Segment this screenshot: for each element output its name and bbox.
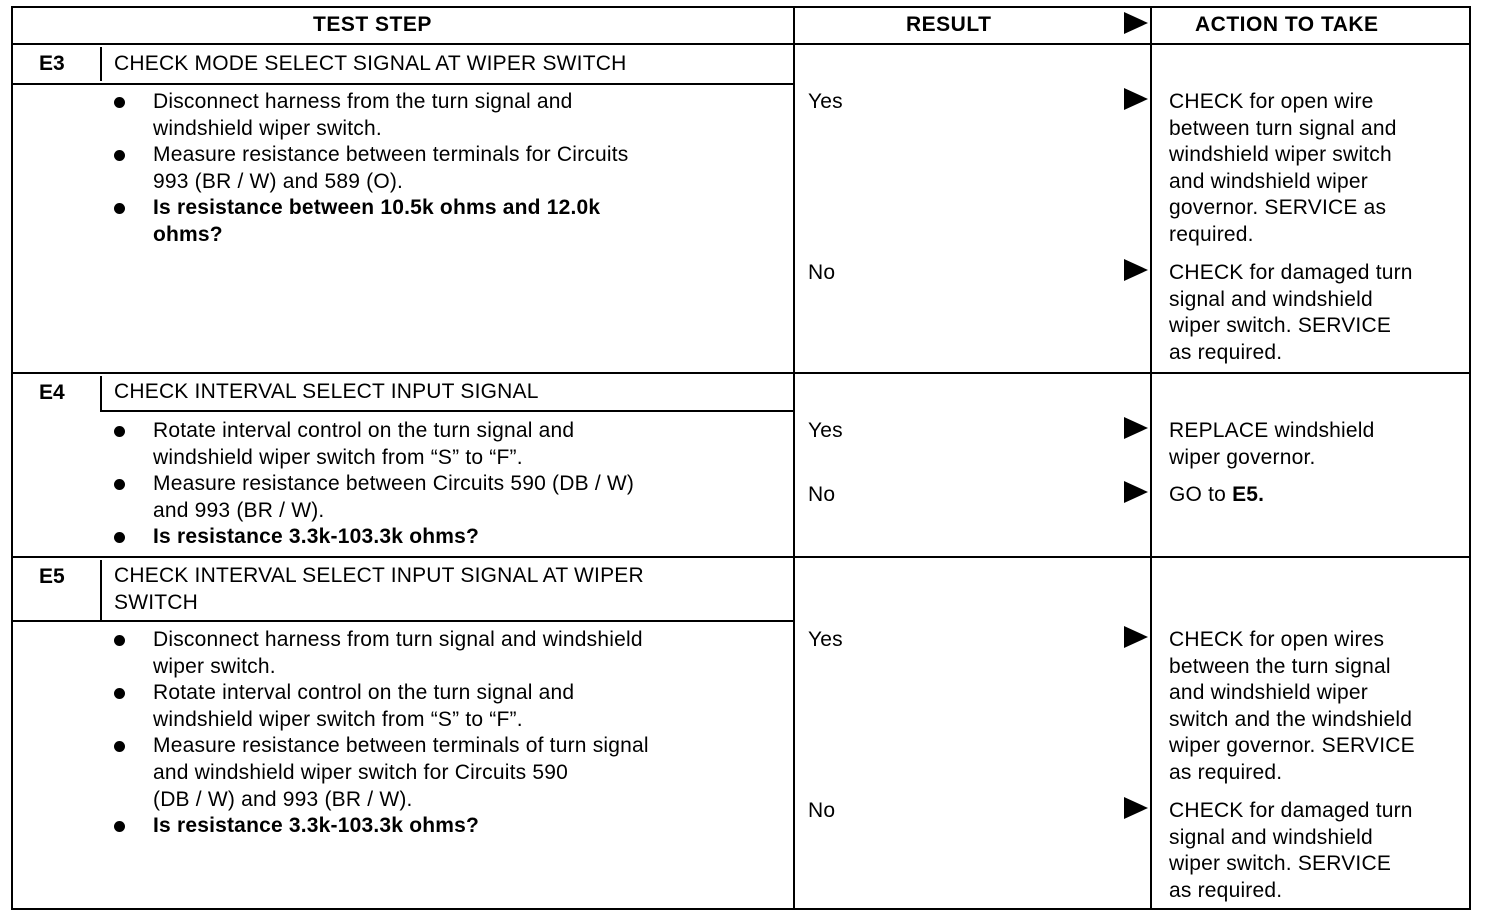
action-text: CHECK for open wire bbox=[1169, 90, 1374, 113]
step-bullet-text: 993 (BR / W) and 589 (O). bbox=[153, 169, 404, 193]
bullet-icon bbox=[114, 426, 125, 437]
result-arrow-icon bbox=[1124, 417, 1148, 439]
header-action: ACTION TO TAKE bbox=[1195, 13, 1379, 36]
result-arrow-icon bbox=[1124, 259, 1148, 281]
result-arrow-icon bbox=[1124, 88, 1148, 110]
action-text: as required. bbox=[1169, 761, 1283, 784]
step-id: E5 bbox=[39, 565, 65, 588]
action-text: switch and the windshield bbox=[1169, 707, 1413, 731]
step-bullet-text: Measure resistance between terminals of turn signal bbox=[153, 734, 649, 758]
bullet-icon bbox=[114, 688, 125, 699]
step-id: E4 bbox=[39, 381, 65, 404]
action-text: REPLACE windshield bbox=[1169, 419, 1375, 442]
column-divider-result-action bbox=[1150, 6, 1152, 910]
step-bullet-text: windshield wiper switch from “S” to “F”. bbox=[153, 445, 523, 469]
step-bullet-text: Measure resistance between terminals for Circuits bbox=[153, 143, 629, 167]
step-title: CHECK MODE SELECT SIGNAL AT WIPER SWITCH bbox=[114, 52, 627, 75]
result-no: No bbox=[808, 483, 836, 506]
action-text: wiper switch. SERVICE bbox=[1169, 852, 1392, 876]
action-text: and windshield wiper bbox=[1169, 681, 1368, 705]
step-question-text: Is resistance 3.3k-103.3k ohms? bbox=[153, 525, 480, 549]
e4-title-underline bbox=[100, 410, 793, 412]
step-divider-e4-e5 bbox=[11, 556, 1471, 558]
bullet-icon bbox=[114, 150, 125, 161]
bullet-icon bbox=[114, 635, 125, 646]
step-bullet-text: Disconnect harness from turn signal and windshield bbox=[153, 628, 643, 651]
step-divider-e3-e4 bbox=[11, 372, 1471, 374]
action-text bbox=[1169, 482, 1264, 509]
result-yes: Yes bbox=[808, 90, 843, 113]
action-text: wiper governor. bbox=[1169, 445, 1316, 469]
action-text: CHECK for damaged turn bbox=[1169, 261, 1413, 284]
bullet-icon bbox=[114, 821, 125, 832]
e3-title-underline bbox=[11, 83, 793, 85]
step-bullet-text: Measure resistance between Circuits 590 (DB / W) bbox=[153, 472, 635, 496]
step-bullet-text: Rotate interval control on the turn signal and bbox=[153, 419, 575, 442]
action-text: between the turn signal bbox=[1169, 654, 1391, 678]
result-arrow-icon bbox=[1124, 481, 1148, 503]
result-arrow-icon bbox=[1124, 626, 1148, 648]
step-bullet-text: (DB / W) and 993 (BR / W). bbox=[153, 787, 413, 811]
action-text: CHECK for open wires bbox=[1169, 628, 1385, 651]
action-text: governor. SERVICE as bbox=[1169, 196, 1387, 220]
result-no: No bbox=[808, 261, 836, 284]
header-arrow-icon bbox=[1124, 12, 1148, 34]
bullet-icon bbox=[114, 532, 125, 543]
result-yes: Yes bbox=[808, 419, 843, 442]
step-bullet-text: windshield wiper switch. bbox=[153, 116, 382, 140]
header-result: RESULT bbox=[906, 13, 992, 36]
e3-id-divider bbox=[100, 47, 102, 81]
step-bullet-text: Disconnect harness from the turn signal and bbox=[153, 90, 573, 113]
action-text: as required. bbox=[1169, 340, 1283, 364]
result-yes: Yes bbox=[808, 628, 843, 651]
action-text: signal and windshield bbox=[1169, 825, 1373, 849]
step-question-text: Is resistance between 10.5k ohms and 12.0k bbox=[153, 196, 601, 220]
action-text: CHECK for damaged turn bbox=[1169, 799, 1413, 822]
step-title: CHECK INTERVAL SELECT INPUT SIGNAL AT WIPER bbox=[114, 564, 644, 587]
step-bullet-text: Rotate interval control on the turn signal and bbox=[153, 681, 575, 705]
action-text: as required. bbox=[1169, 878, 1283, 902]
step-bullet-text: and 993 (BR / W). bbox=[153, 498, 325, 522]
action-step-ref: E5. bbox=[1232, 483, 1265, 506]
action-text: and windshield wiper bbox=[1169, 169, 1368, 193]
action-text: signal and windshield bbox=[1169, 287, 1373, 311]
action-text: wiper switch. SERVICE bbox=[1169, 314, 1392, 338]
bullet-icon bbox=[114, 479, 125, 490]
column-divider-test-result bbox=[793, 6, 795, 910]
header-divider bbox=[11, 43, 1471, 45]
step-question-text: Is resistance 3.3k-103.3k ohms? bbox=[153, 814, 480, 838]
step-id: E3 bbox=[39, 52, 65, 75]
e5-id-divider bbox=[100, 560, 102, 620]
step-title: SWITCH bbox=[114, 590, 199, 614]
result-arrow-icon bbox=[1124, 797, 1148, 819]
action-text: windshield wiper switch bbox=[1169, 143, 1392, 167]
step-bullet-text: and windshield wiper switch for Circuits 590 bbox=[153, 761, 568, 784]
bullet-icon bbox=[114, 741, 125, 752]
bullet-icon bbox=[114, 97, 125, 108]
action-go-to-text: GO to bbox=[1169, 483, 1233, 506]
step-bullet-text: windshield wiper switch from “S” to “F”. bbox=[153, 707, 523, 731]
e5-title-underline bbox=[11, 620, 793, 622]
action-text: wiper governor. SERVICE bbox=[1169, 734, 1415, 758]
action-text: between turn signal and bbox=[1169, 116, 1397, 140]
e4-id-divider bbox=[100, 376, 102, 410]
step-bullet-text: wiper switch. bbox=[153, 654, 276, 678]
step-question-text: ohms? bbox=[153, 223, 223, 246]
bullet-icon bbox=[114, 203, 125, 214]
action-text: required. bbox=[1169, 223, 1254, 246]
result-no: No bbox=[808, 799, 836, 822]
header-test-step: TEST STEP bbox=[313, 13, 432, 36]
step-title: CHECK INTERVAL SELECT INPUT SIGNAL bbox=[114, 380, 539, 403]
